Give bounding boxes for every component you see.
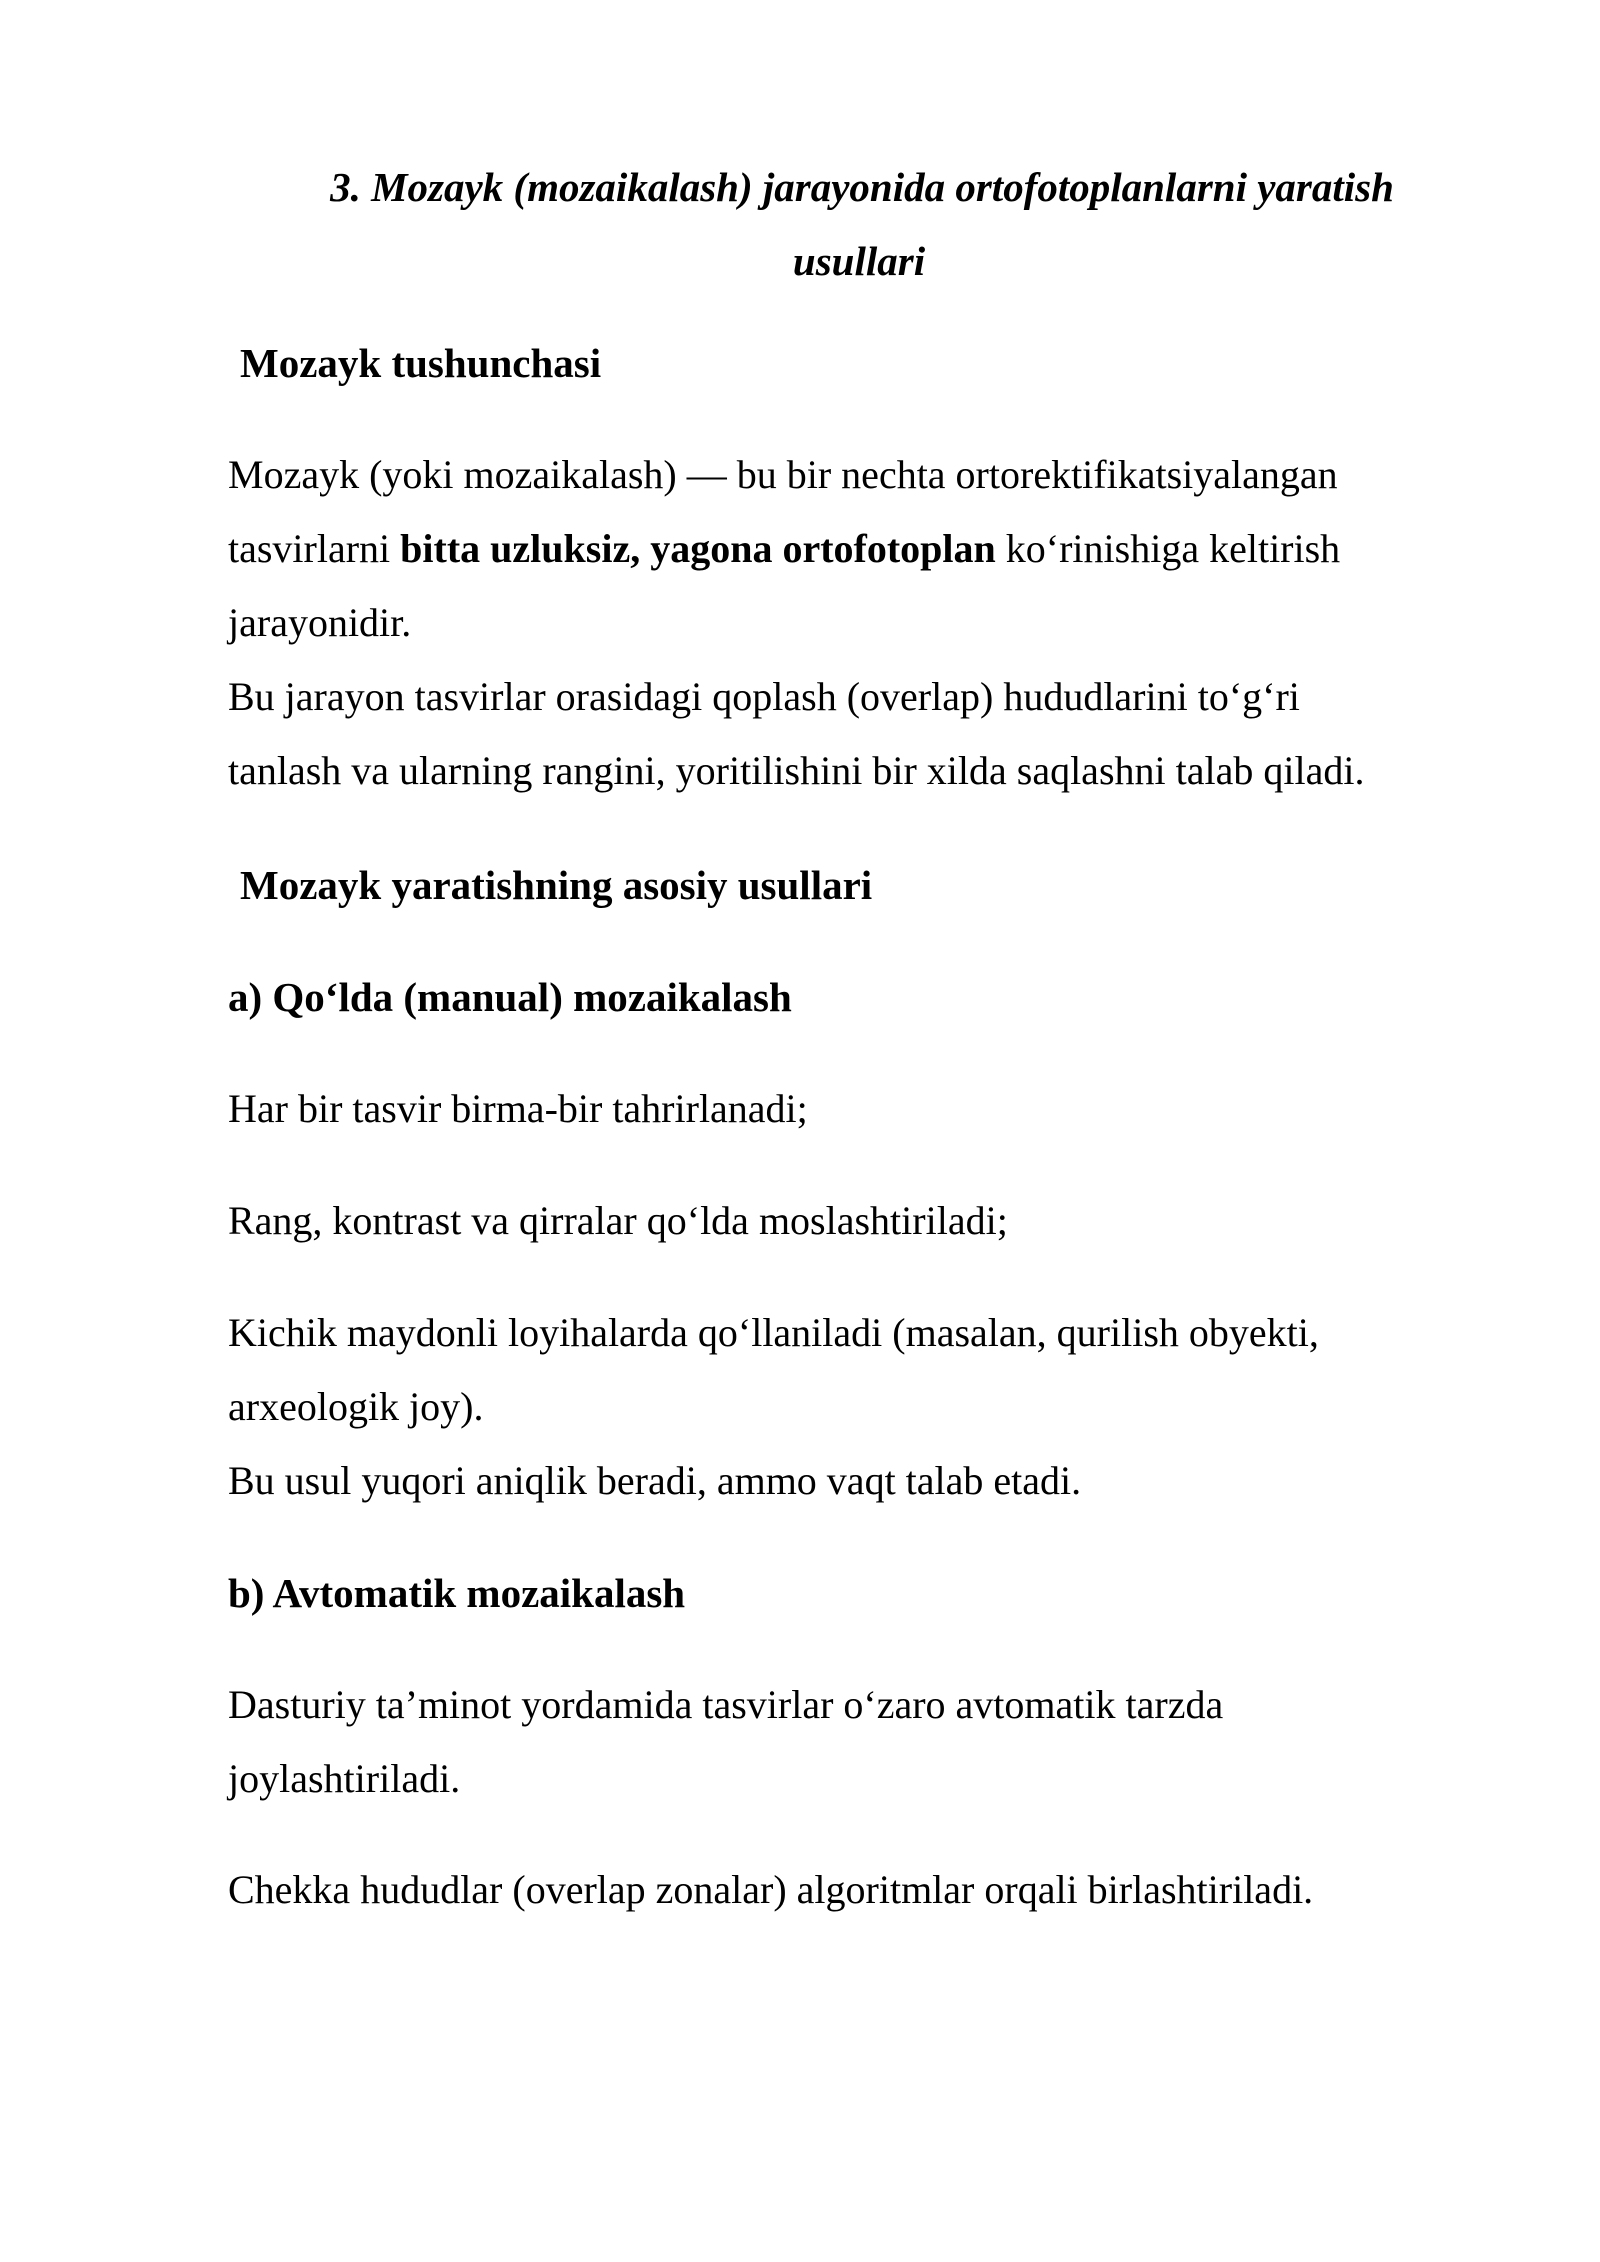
- text-run: ko‘rinishiga keltirish: [995, 526, 1341, 571]
- title-line-2: usullari: [792, 238, 926, 284]
- paragraph-line: tanlash va ularning rangini, yoritilishini bir xilda saqlashni talab qiladi.: [228, 748, 1365, 793]
- paragraph-line: jarayonidir.: [228, 600, 412, 645]
- paragraph-line: Bu jarayon tasvirlar orasidagi qoplash (overlap) hududlarini to‘g‘ri: [228, 674, 1300, 719]
- paragraph-line: arxeologik joy).: [228, 1384, 484, 1429]
- paragraph-line: Dasturiy ta’minot yordamida tasvirlar o‘zaro avtomatik tarzda: [228, 1682, 1224, 1727]
- paragraph-line: joylashtiriladi.: [228, 1756, 461, 1801]
- text-run: tasvirlarni: [228, 526, 401, 571]
- subsection-heading-manual: a) Qo‘lda (manual) mozaikalash: [228, 974, 792, 1020]
- subsection-heading-automatic: b) Avtomatik mozaikalash: [228, 1570, 686, 1616]
- paragraph-line: Kichik maydonli loyihalarda qo‘llaniladi (masalan, qurilish obyekti,: [228, 1310, 1319, 1355]
- paragraph-line: Mozayk (yoki mozaikalash) — bu bir nechta ortorektifikatsiyalangan: [228, 452, 1338, 497]
- page-title: [228, 150, 1468, 298]
- emphasis-text: bitta uzluksiz, yagona ortofotoplan: [400, 526, 996, 571]
- section-heading-mozayk-tushunchasi: Mozayk tushunchasi: [240, 340, 602, 386]
- list-item-text: Rang, kontrast va qirralar qo‘lda moslashtiriladi;: [228, 1198, 1008, 1243]
- usage-paragraph: [228, 1296, 1319, 1518]
- list-item-text: Har bir tasvir birma-bir tahrirlanadi;: [228, 1086, 808, 1131]
- list-item-text: Chekka hududlar (overlap zonalar) algoritmlar orqali birlashtiriladi.: [228, 1867, 1314, 1912]
- document-page: [228, 0, 1468, 2262]
- section-heading-asosiy-usullari: Mozayk yaratishning asosiy usullari: [240, 862, 873, 908]
- definition-paragraph: [228, 438, 1364, 808]
- paragraph-line: Bu usul yuqori aniqlik beradi, ammo vaqt talab etadi.: [228, 1458, 1082, 1503]
- automatic-paragraph: [228, 1668, 1223, 1816]
- title-line-1: 3. Mozayk (mozaikalash) jarayonida ortofotoplanlarni yaratish: [330, 164, 1394, 210]
- paragraph-line-with-emphasis: [228, 512, 1364, 586]
